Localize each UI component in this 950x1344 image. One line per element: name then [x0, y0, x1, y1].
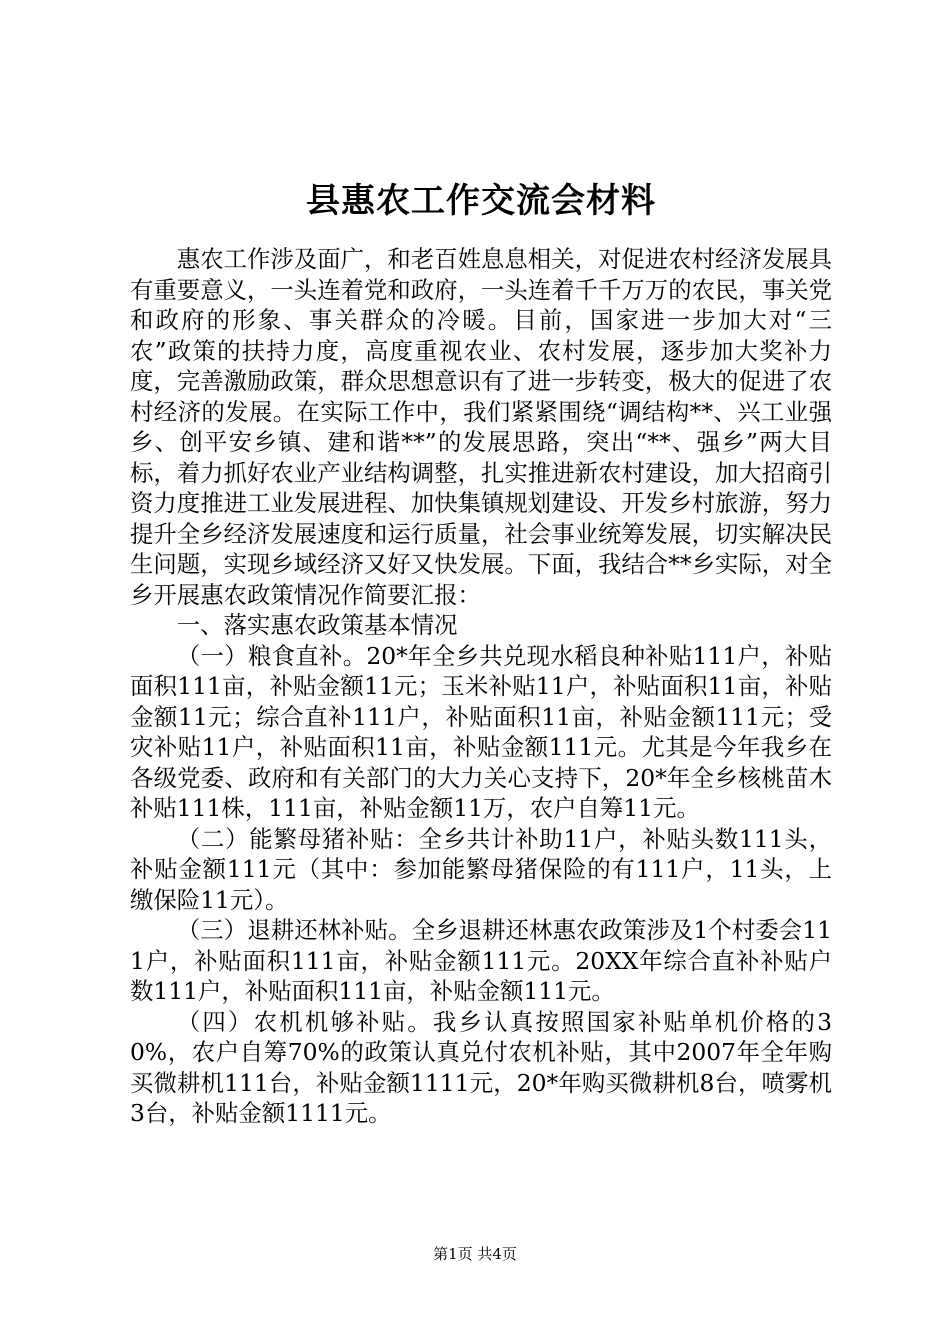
document-title: 县惠农工作交流会材料	[306, 181, 656, 221]
reforestation-subsidy-paragraph: （三）退耕还林补贴。全乡退耕还林惠农政策涉及1个村委会111户，补贴面积111亩，补贴金额111元。20XX年综合直补补贴户数111户，补贴面积111亩，补贴金额111元。	[130, 916, 832, 1005]
document-page	[130, 178, 832, 1129]
grain-subsidy-paragraph: （一）粮食直补。20*年全乡共兑现水稻良种补贴111户，补贴面积111亩，补贴金额11元；玉米补贴11户，补贴面积11亩，补贴金额11元；综合直补111户，补贴面积11亩，补贴金额111元；受灾补贴11户，补贴面积11亩，补贴金额111元。尤其是今年我乡在各级党委、政府和有关部门的大力关心支持下，20*年全乡核桃苗木补贴111株，111亩，补贴金额11万，农户自筹11元。	[130, 641, 832, 822]
machinery-subsidy-paragraph: （四）农机机够补贴。我乡认真按照国家补贴单机价格的30%，农户自筹70%的政策认真兑付农机补贴，其中2007年全年购买微耕机111台，补贴金额1111元，20*年购买微耕机8台，喷雾机3台，补贴金额1111元。	[130, 1007, 832, 1127]
page-footer: 第1页 共4页	[433, 1245, 517, 1263]
section-heading: 一、落实惠农政策基本情况	[176, 611, 458, 639]
sow-subsidy-paragraph: （二）能繁母猪补贴：全乡共计补助11户，补贴头数111头，补贴金额111元（其中：参加能繁母猪保险的有111户，11头，上缴保险11元）。	[130, 824, 832, 914]
intro-paragraph: 惠农工作涉及面广，和老百姓息息相关，对促进农村经济发展具有重要意义，一头连着党和政府，一头连着千千万万的农民，事关党和政府的形象、事关群众的冷暖。目前，国家进一步加大对“三农”政策的扶持力度，高度重视农业、农村发展，逐步加大奖补力度，完善激励政策，群众思想意识有了进一步转变，极大的促进了农村经济的发展。在实际工作中，我们紧紧围绕“调结构**、兴工业强乡、创平安乡镇、建和谐**”的发展思路，突出“**、强乡”两大目标，着力抓好农业产业结构调整，扎实推进新农村建设，加大招商引资力度推进工业发展进程、加快集镇规划建设、开发乡村旅游，努力提升全乡经济发展速度和运行质量，社会事业统筹发展，切实解决民生问题，实现乡域经济又好又快发展。下面，我结合**乡实际，对全乡开展惠农政策情况作简要汇报：	[130, 245, 832, 609]
